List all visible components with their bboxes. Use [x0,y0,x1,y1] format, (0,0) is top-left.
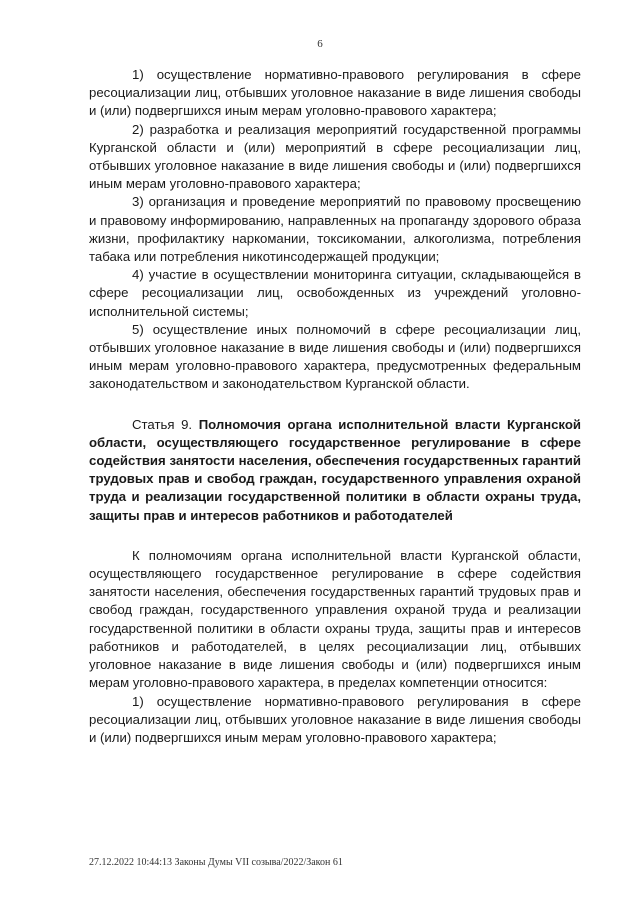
list-item: 2) разработка и реализация мероприятий государственной программы Курганской области и (или) мероприятий в сфере ресоциализации лиц, отбывших уголовное наказание в виде лишения свободы и (или) подвергшихся иным мерам уголовно-правового характера; [89,121,581,192]
list-item: 1) осуществление нормативно-правового регулирования в сфере ресоциализации лиц, отбывших уголовное наказание в виде лишения свободы и (или) подвергшихся иным мерам уголовно-правового характера; [89,67,581,119]
article-intro: К полномочиям органа исполнительной власти Курганской области, осуществляющего государственное регулирование в сфере содействия занятости населения, обеспечения государственных гарантий трудовых прав и свобод граждан, государственного управления охраной труда и реализации государственной политики в области охраны труда, защиты прав и интересов работников и работодателей, в целях ресоциализации лиц, отбывших уголовное наказание в виде лишения свободы и (или) подвергшихся иным мерам уголовно-правового характера, в пределах компетенции относится: [89,547,581,691]
spacer [89,394,581,416]
document-body [89,66,581,747]
list-item: 5) осуществление иных полномочий в сфере ресоциализации лиц, отбывших уголовное наказание в виде лишения свободы и (или) подвергшихся иным мерам уголовно-правового характера, предусмотренных федеральным законодательством и законодательством Курганской области. [89,321,581,392]
list-item: 3) организация и проведение мероприятий по правовому просвещению и правовому информированию, направленных на пропаганду здорового образа жизни, профилактику наркомании, токсикомании, алкоголизма, потребления табака или потребления никотинсодержащей продукции; [89,194,581,265]
footer-stamp: 27.12.2022 10:44:13 Законы Думы VII созыва/2022/Закон 61 [89,857,343,868]
article-heading [89,416,581,525]
list-item: 4) участие в осуществлении мониторинга ситуации, складывающейся в сфере ресоциализации лиц, освобожденных из учреждений уголовно-исполнительной системы; [89,267,581,319]
spacer [89,525,581,547]
article-number: Статья 9. [132,416,193,432]
page-number: 6 [317,38,323,50]
article-title: Полномочия органа исполнительной власти Курганской области, осуществляющего государственное регулирование в сфере содействия занятости населения, обеспечения государственных гарантий трудовых прав и свобод граждан, государственного управления охраной труда и реализации государственной политики в области охраны труда, защиты прав и интересов работников и работодателей [89,416,581,523]
list-item: 1) осуществление нормативно-правового регулирования в сфере ресоциализации лиц, отбывших уголовное наказание в виде лишения свободы и (или) подвергшихся иным мерам уголовно-правового характера; [89,693,581,745]
